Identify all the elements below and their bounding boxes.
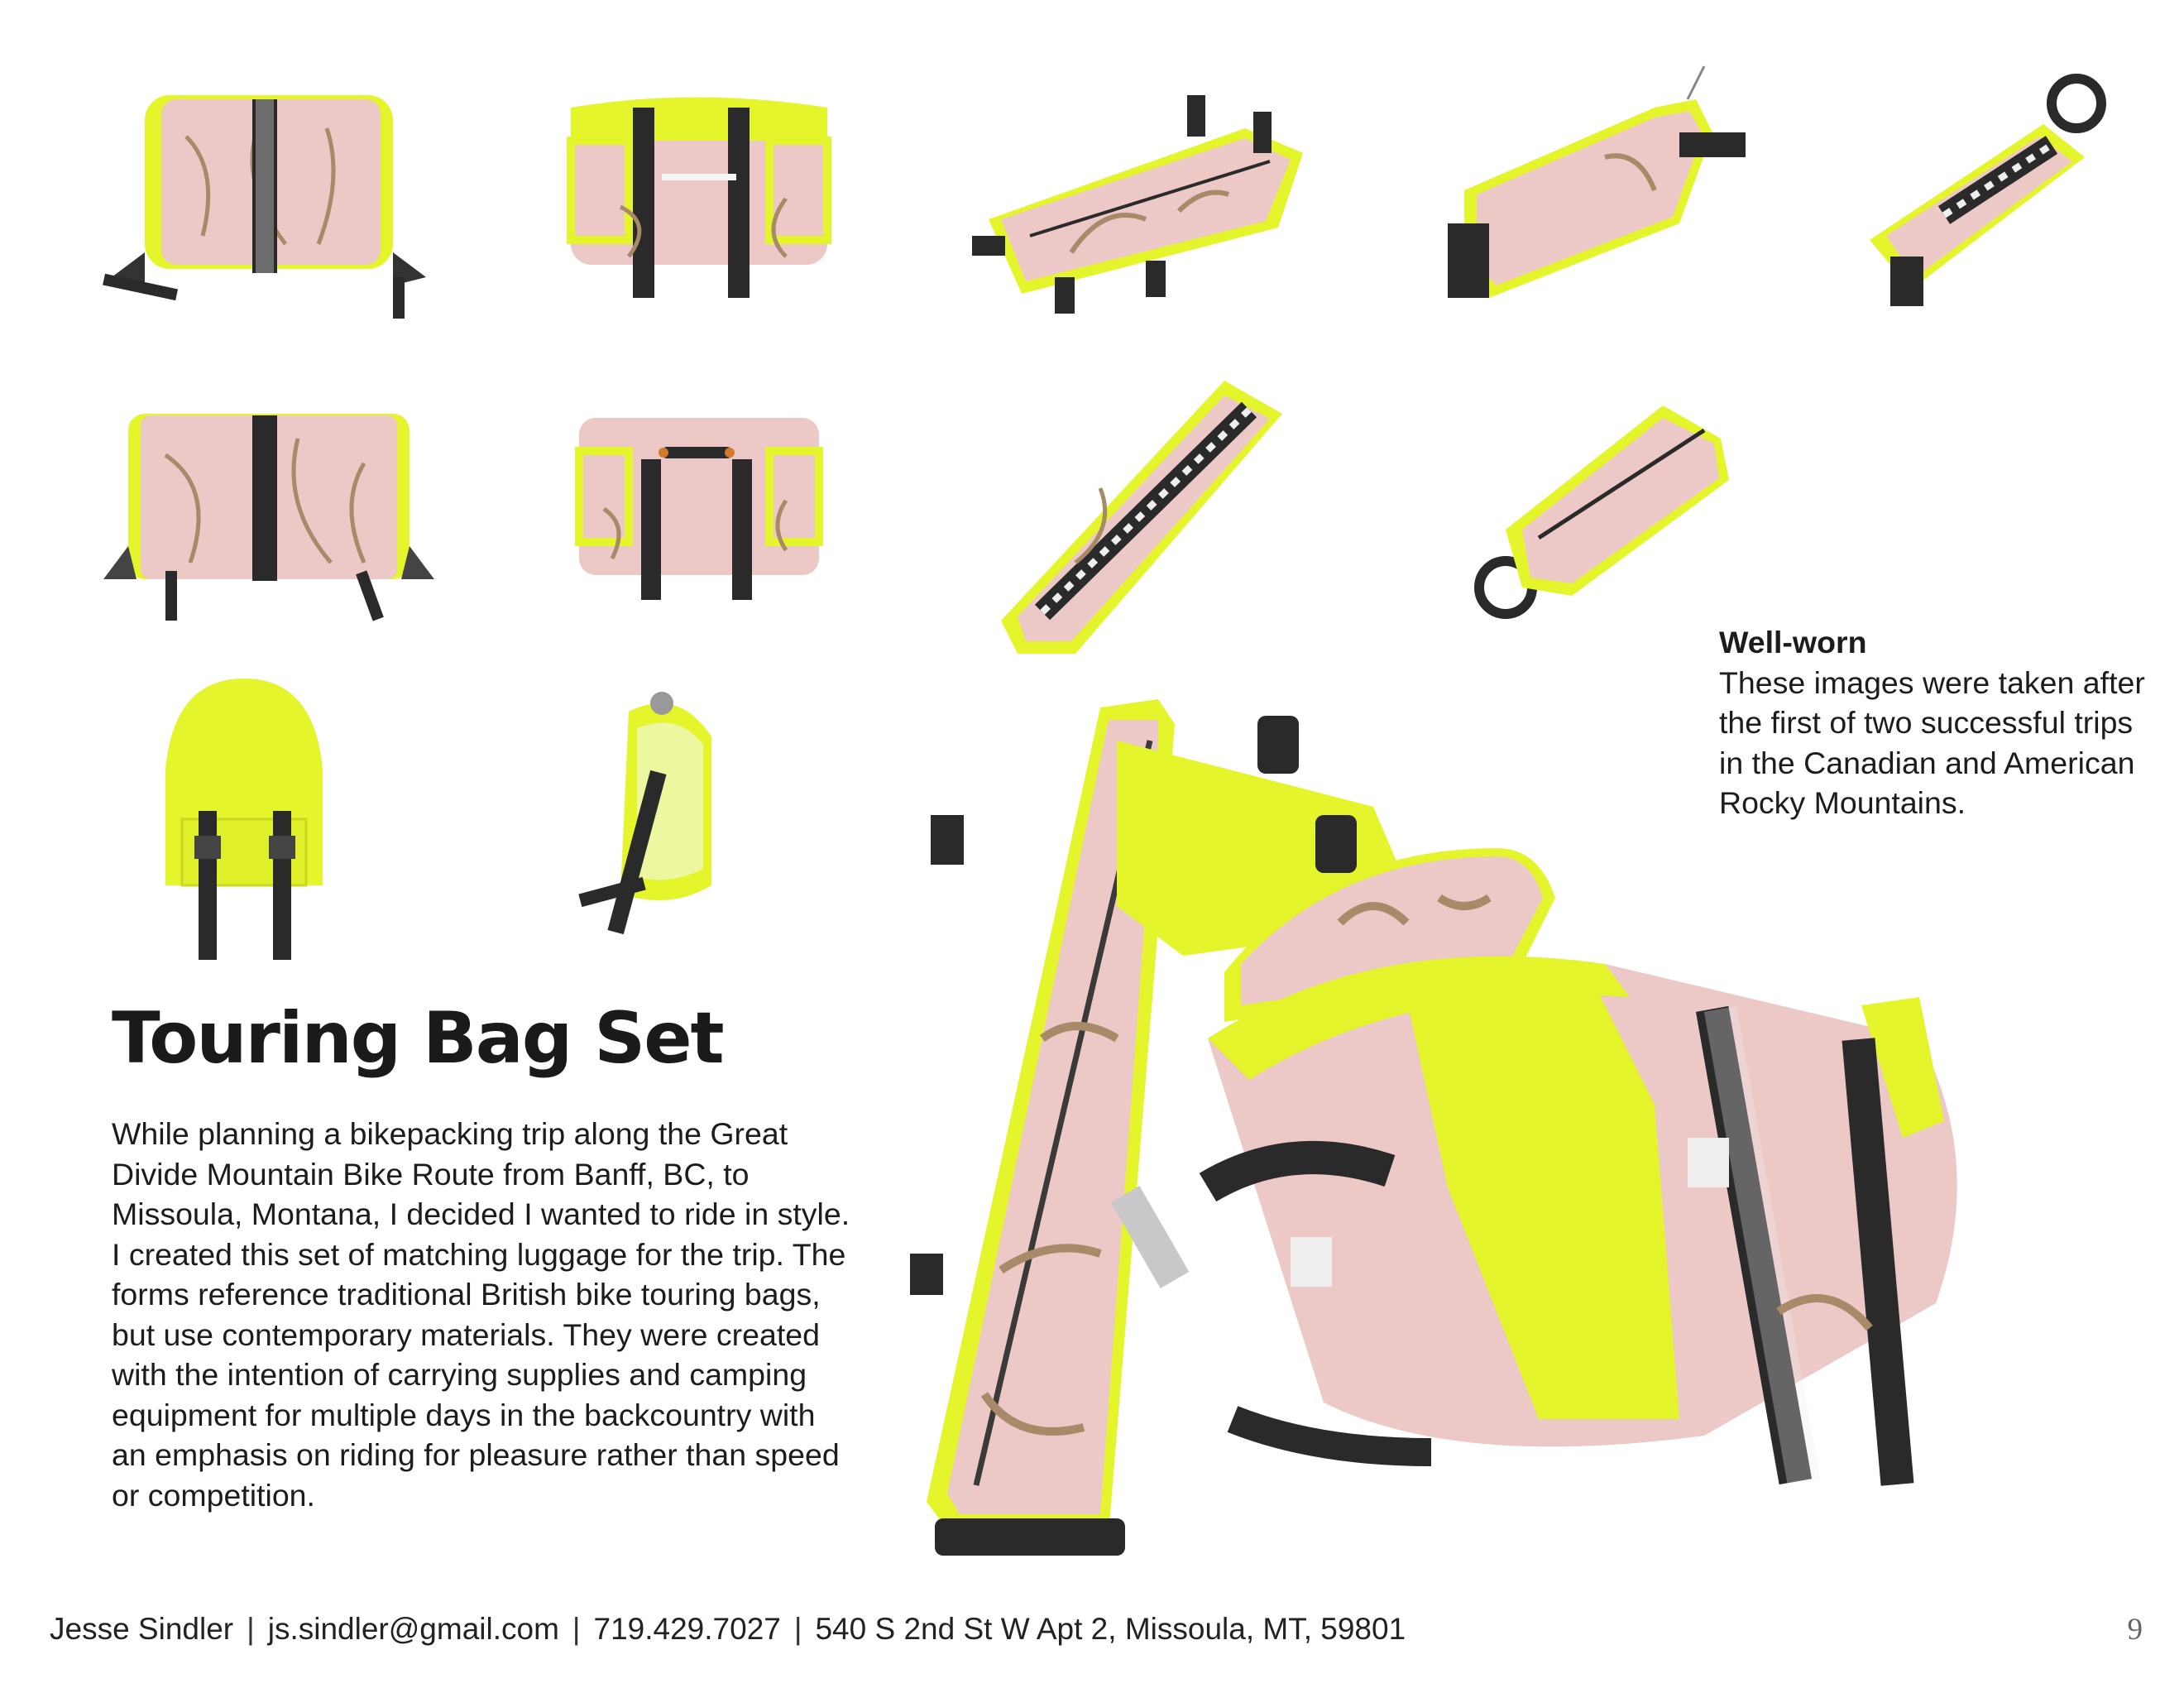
footer-address: 540 S 2nd St W Apt 2, Missoula, MT, 59801 (815, 1612, 1406, 1646)
top-tube-bag-photo (1439, 58, 1770, 306)
saddle-bag-photo-bottom (91, 405, 447, 629)
saddle-bag-photo-front (538, 91, 852, 319)
project-description: While planning a bikepacking trip along the Great Divide Mountain Bike Route from Banff, BC, to Missoula, Montana, I decided I wanted to ride in style. I created this set of matching luggage for the trip. The forms reference traditional British bike touring bags, but use contemporary materials. They were created with the intention of carrying supplies and camping equipment for multiple days in the backcountry with an emphasis on riding for pleasure rather than speed or competition. (112, 1116, 850, 1513)
frame-bag-photo-diagonal (984, 364, 1299, 662)
footer-name: Jesse Sindler (50, 1612, 234, 1646)
footer-separator: | (793, 1612, 802, 1646)
saddle-bag-photo-top (79, 87, 443, 327)
note-heading: Well-worn (1719, 625, 1867, 659)
stem-bag-photo-side (1853, 66, 2118, 314)
footer-contact (50, 1612, 1406, 1647)
handlebar-bag-photo-front (149, 670, 339, 968)
footer-separator: | (572, 1612, 581, 1646)
footer-separator: | (247, 1612, 255, 1646)
note-body: These images were taken after the first of two successful trips in the Canadian and American Rocky Mountains. (1719, 664, 2145, 820)
footer-phone: 719.429.7027 (593, 1612, 781, 1646)
footer-email-link[interactable]: js.sindler@gmail.com (267, 1612, 559, 1646)
page-number: 9 (2127, 1613, 2143, 1647)
frame-bag-photo-angled (972, 95, 1328, 319)
handlebar-bag-photo-side (579, 679, 736, 943)
well-worn-note (1719, 622, 2149, 823)
saddle-bag-photo-back (546, 410, 852, 625)
page-title: Touring Bag Set (112, 997, 723, 1080)
stem-bag-photo-zip (1456, 389, 1737, 629)
